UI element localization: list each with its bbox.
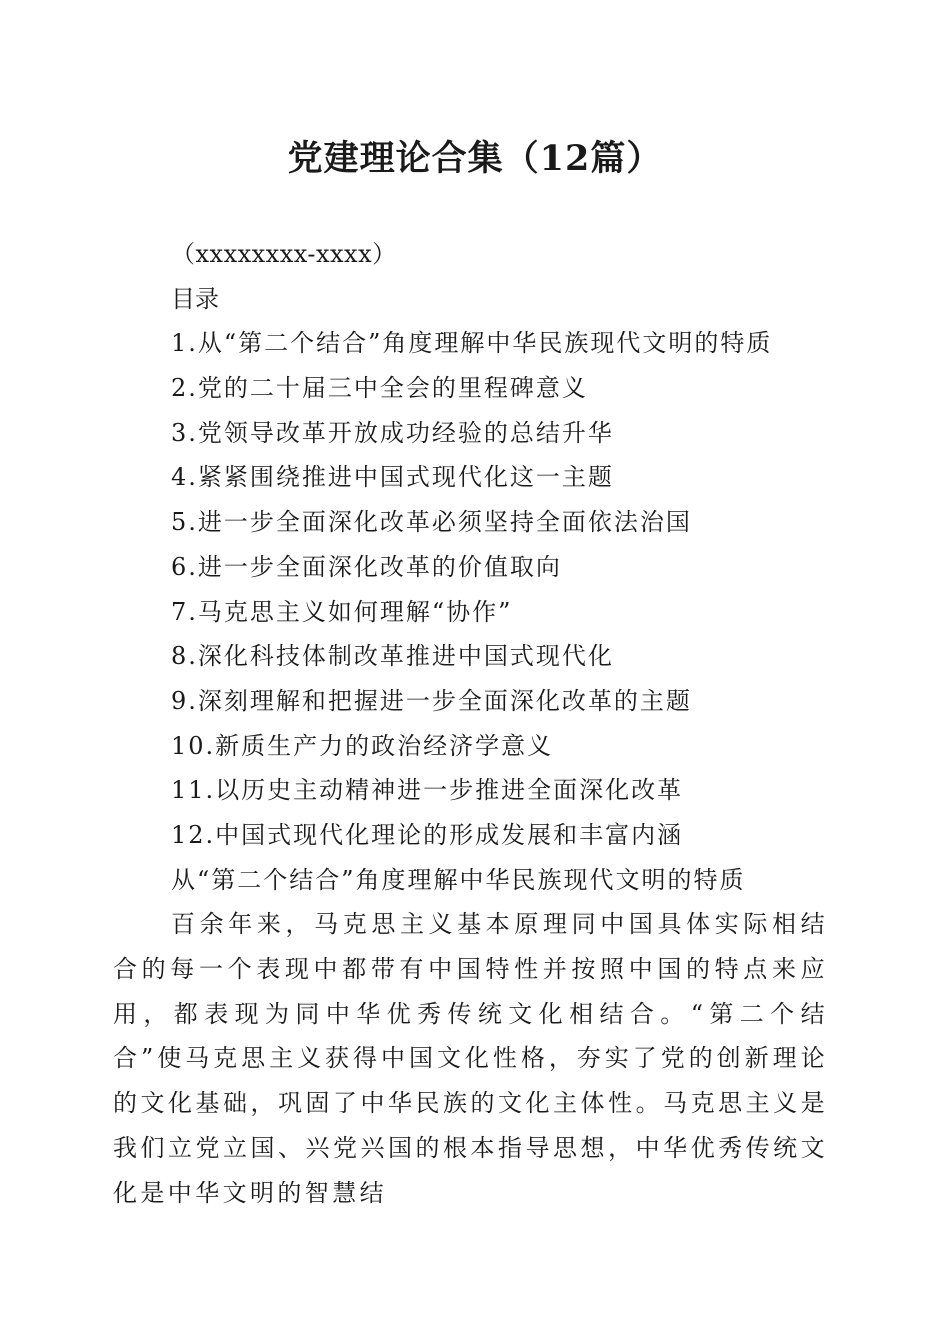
document-title: 党建理论合集（12篇） bbox=[287, 138, 663, 179]
toc-item: 3.党领导改革开放成功经验的总结升华 bbox=[171, 418, 614, 447]
date-placeholder: （xxxxxxxx-xxxx） bbox=[171, 240, 397, 268]
body-paragraph: 百余年来，马克思主义基本原理同中国具体实际相结合的每一个表现中都带有中国特性并按照中国的特点来应用，都表现为同中华优秀传统文化相结合。“第二个结合”使马克思主义获得中国文化性格，夯实了党的创新理论的文化基础，巩固了中华民族的文化主体性。马克思主义是我们立党立国、兴党兴国的根本指导思想，中华优秀传统文化是中华文明的智慧结 bbox=[113, 910, 828, 1207]
toc-item: 8.深化科技体制改革推进中国式现代化 bbox=[171, 642, 614, 671]
toc-item: 4.紧紧围绕推进中国式现代化这一主题 bbox=[171, 463, 614, 492]
toc-item: 2.党的二十届三中全会的里程碑意义 bbox=[171, 374, 588, 403]
toc-item: 6.进一步全面深化改革的价值取向 bbox=[171, 552, 562, 581]
toc-item: 11.以历史主动精神进一步推进全面深化改革 bbox=[171, 776, 684, 805]
toc-heading: 目录 bbox=[171, 284, 219, 313]
toc-item: 9.深刻理解和把握进一步全面深化改革的主题 bbox=[171, 686, 692, 715]
table-of-contents bbox=[113, 321, 828, 857]
toc-item: 12.中国式现代化理论的形成发展和丰富内涵 bbox=[171, 820, 684, 849]
section-heading: 从“第二个结合”角度理解中华民族现代文明的特质 bbox=[171, 865, 746, 894]
toc-item: 10.新质生产力的政治经济学意义 bbox=[171, 731, 554, 760]
toc-item: 5.进一步全面深化改革必须坚持全面依法治国 bbox=[171, 508, 692, 537]
document-body bbox=[113, 232, 828, 1215]
toc-item: 7.马克思主义如何理解“协作” bbox=[171, 597, 513, 626]
toc-item: 1.从“第二个结合”角度理解中华民族现代文明的特质 bbox=[171, 329, 773, 358]
